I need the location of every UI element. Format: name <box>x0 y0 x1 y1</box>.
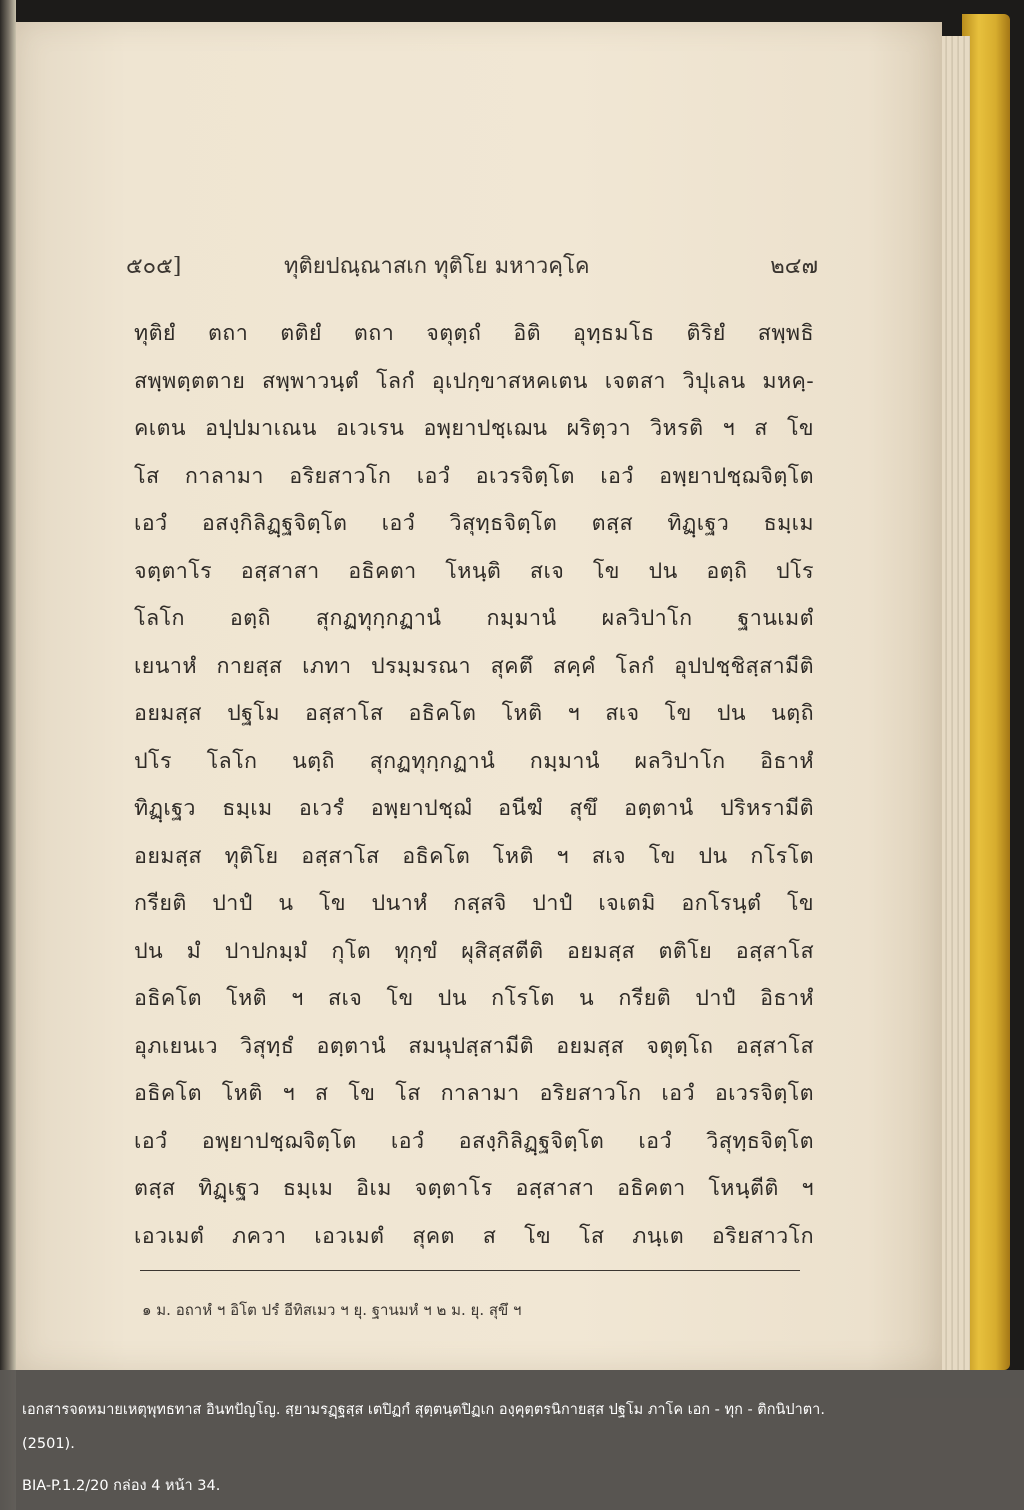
book-page <box>16 22 942 1370</box>
caption-year: (2501). <box>22 1436 75 1452</box>
text-line: เอวํ อพฺยาปชฺฌจิตฺโต เอวํ อสงฺกิลิฏฺฐจิตฺโต เอวํ วิสุทฺธจิตฺโต <box>134 1128 814 1154</box>
footnote: ๑ ม. อถาหํ ฯ อิโต ปรํ อีทิสเมว ฯ ยุ. ฐานมหํ ฯ ๒ ม. ยุ. สุขึ ฯ <box>142 1301 522 1319</box>
text-line: ปโร โลโก นตฺถิ สุกฏทุกฺกฏานํ กมฺมานํ ผลวิปาโก อิธาหํ <box>134 748 814 774</box>
caption-reference: BIA-P.1.2/20 กล่อง 4 หน้า 34. <box>22 1478 221 1494</box>
page-header <box>16 248 942 288</box>
text-line: เอวเมตํ ภควา เอวเมตํ สุคต ส โข โส ภนฺเต อริยสาวโก <box>134 1223 814 1249</box>
footnote-divider <box>140 1270 800 1271</box>
text-line: โส กาลามา อริยสาวโก เอวํ อเวรจิตฺโต เอวํ อพฺยาปชฺฌจิตฺโต <box>134 463 814 489</box>
text-line: ปน มํ ปาปกมฺมํ กุโต ทุกฺขํ ผุสิสฺสตีติ อยมสฺส ตติโย อสฺสาโส <box>134 938 814 964</box>
running-title: ทุติยปณฺณาสเก ทุติโย มหาวคฺโค <box>284 254 590 279</box>
text-line: อธิคโต โหติ ฯ ส โข โส กาลามา อริยสาวโก เอวํ อเวรจิตฺโต <box>134 1081 814 1106</box>
caption-title: เอกสารจดหมายเหตุพุทธทาส อินทปัญโญ. สฺยามรฏฺฐสฺส เตปิฏกํ สุตฺตนฺตปิฏเก องฺคุตฺตรนิกายสฺส ปฐโม ภาโค เอก - ทุก - ติกนิปาตา. <box>22 1402 825 1418</box>
text-line: อุภเยนเว วิสุทฺธํ อตฺตานํ สมนุปสฺสามีติ อยมสฺส จตุตฺโถ อสฺสาโส <box>134 1033 814 1059</box>
text-line: จตฺตาโร อสฺสาสา อธิคตา โหนฺติ สเจ โข ปน อตฺถิ ปโร <box>134 558 814 584</box>
text-line: คเตน อปฺปมาเณน อเวเรน อพฺยาปชฺเฌน ผริตฺวา วิหรติ ฯ ส โข <box>134 416 814 441</box>
section-number: ๕๐๕] <box>126 254 182 279</box>
text-line: โลโก อตฺถิ สุกฏทุกฺกฏานํ กมฺมานํ ผลวิปาโก ฐานเมตํ <box>134 606 814 631</box>
text-line: อยมสฺส ปฐโม อสฺสาโส อธิคโต โหติ ฯ สเจ โข ปน นตฺถิ <box>134 701 814 726</box>
text-line: ตสฺส ทิฏฺเฐว ธมฺเม อิเม จตฺตาโร อสฺสาสา อธิคตา โหนฺตีติ ฯ <box>134 1176 814 1201</box>
text-line: ทุติยํ ตถา ตติยํ ตถา จตุตฺถํ อิติ อุทฺธมโธ ติริยํ สพฺพธิ <box>134 321 814 346</box>
text-line: สพฺพตฺตตาย สพฺพาวนฺตํ โลกํ อุเปกฺขาสหคเตน เจตสา วิปุเลน มหคฺ- <box>134 368 814 394</box>
archive-caption <box>0 1370 1024 1510</box>
body-text <box>134 310 814 1260</box>
text-line: เยนาหํ กายสฺส เภทา ปรมฺมรณา สุคตึ สคฺคํ โลกํ อุปปชฺชิสฺสามีติ <box>134 653 814 679</box>
book-spine-shadow <box>0 0 16 1510</box>
text-line: เอวํ อสงฺกิลิฏฺฐจิตฺโต เอวํ วิสุทฺธจิตฺโต ตสฺส ทิฏฺเฐว ธมฺเม <box>134 511 814 536</box>
text-line: ทิฏฺเฐว ธมฺเม อเวรํ อพฺยาปชฺฌํ อนีฆํ สุขึ อตฺตานํ ปริหรามีติ <box>134 796 814 821</box>
text-line: กรียติ ปาปํ น โข ปนาหํ กสฺสจิ ปาปํ เจเตมิ อกโรนฺตํ โข <box>134 891 814 916</box>
page-number: ๒๔๗ <box>770 254 818 279</box>
text-line: อธิคโต โหติ ฯ สเจ โข ปน กโรโต น กรียติ ปาปํ อิธาหํ <box>134 986 814 1011</box>
text-line: อยมสฺส ทุติโย อสฺสาโส อธิคโต โหติ ฯ สเจ โข ปน กโรโต <box>134 843 814 869</box>
